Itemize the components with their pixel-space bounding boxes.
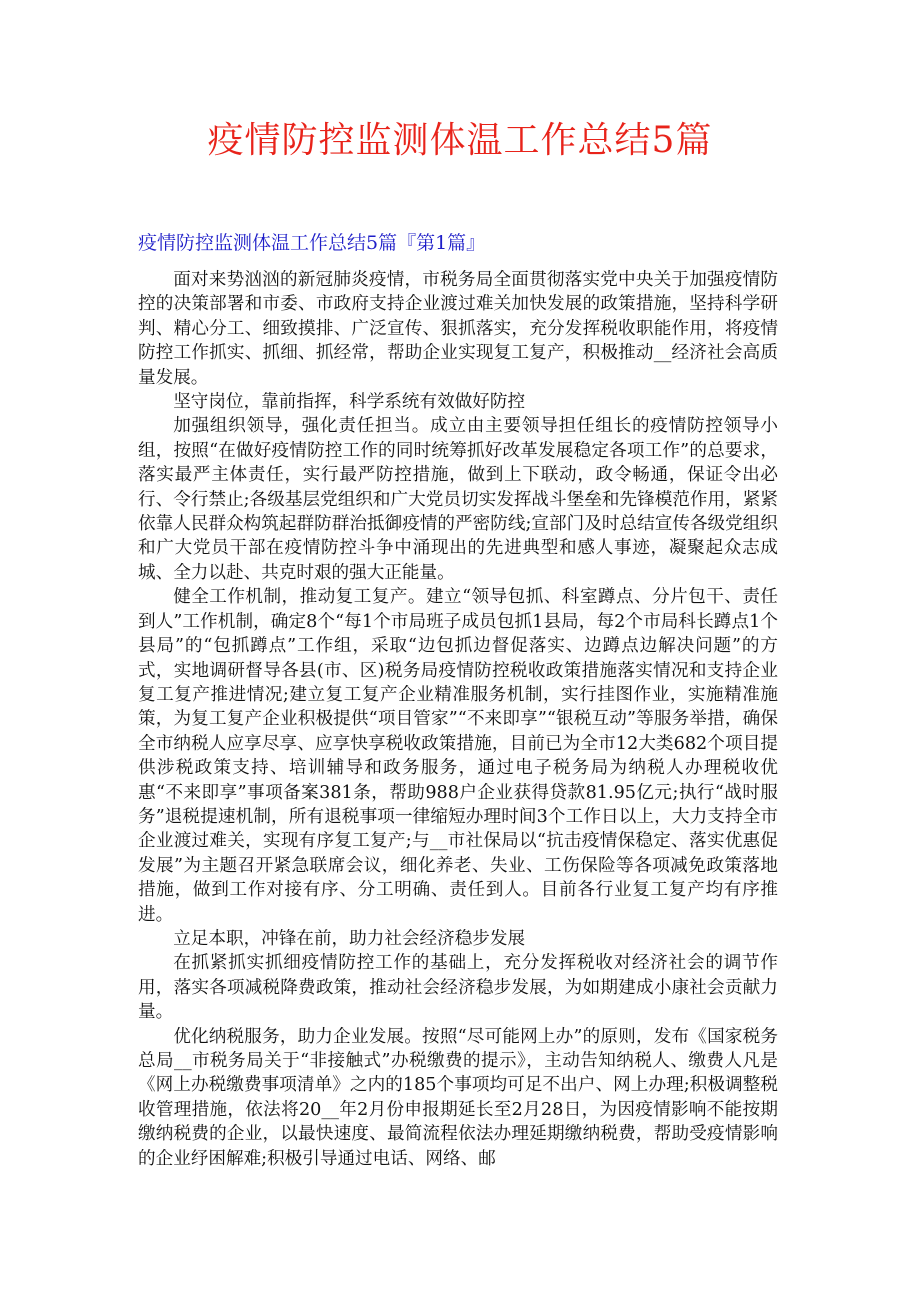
paragraph: 面对来势汹汹的新冠肺炎疫情，市税务局全面贯彻落实党中央关于加强疫情防控的决策部署和市委、市政府支持企业渡过难关加快发展的政策措施，坚持科学研判、精心分工、细致摸排、广泛宣传、狠抓落实，充分发挥税收职能作用，将疫情防控工作抓实、抓细、抓经常，帮助企业实现复工复产，积极推动__经济社会高质量发展。: [138, 270, 778, 388]
paragraph: 优化纳税服务，助力企业发展。按照“尽可能网上办”的原则，发布《国家税务总局__市税务局关于“非接触式”办税缴费的提示》，主动告知纳税人、缴费人凡是《网上办税缴费事项清单》之内的185个事项均可足不出户、网上办理;积极调整税收管理措施，依法将20__年2月份申报期延长至2月28日，为因疫情影响不能按期缴纳税费的企业，以最快速度、最简流程依法办理延期缴纳税费，帮助受疫情影响的企业纾困解难;积极引导通过电话、网络、邮: [138, 1026, 778, 1169]
section-heading: 疫情防控监测体温工作总结5篇『第1篇』: [138, 232, 486, 254]
paragraph: 立足本职，冲锋在前，助力社会经济稳步发展: [173, 928, 526, 949]
document-body: [138, 268, 778, 1171]
paragraph: 加强组织领导，强化责任担当。成立由主要领导担任组长的疫情防控领导小组，按照“在做好疫情防控工作的同时统筹抓好改革发展稳定各项工作”的总要求，落实最严主体责任，实行最严防控措施，做到上下联动，政令畅通，保证令出必行、令行禁止;各级基层党组织和广大党员切实发挥战斗堡垒和先锋模范作用，紧紧依靠人民群众构筑起群防群治抵御疫情的严密防线;宣部门及时总结宣传各级党组织和广大党员干部在疫情防控斗争中涌现出的先进典型和感人事迹，凝聚起众志成城、全力以赴、共克时艰的强大正能量。: [138, 416, 778, 583]
document-title: 疫情防控监测体温工作总结5篇: [207, 120, 713, 161]
paragraph: 健全工作机制，推动复工复产。建立“领导包抓、科室蹲点、分片包干、责任到人”工作机制，确定8个“每1个市局班子成员包抓1县局，每2个市局科长蹲点1个县局”的“包抓蹲点”工作组，采取“边包抓边督促落实、边蹲点边解决问题”的方式，实地调研督导各县(市、区)税务局疫情防控税收政策措施落实情况和支持企业复工复产推进情况;建立复工复产企业精准服务机制，实行挂图作业，实施精准施策，为复工复产企业积极提供“项目管家”“不来即享”“银税互动”等服务举措，确保全市纳税人应享尽享、应享快享税收政策措施，目前已为全市12大类682个项目提供涉税政策支持、培训辅导和政务服务，通过电子税务局为纳税人办理税收优惠“不来即享”事项备案381条，帮助988户企业获得贷款81.95亿元;执行“战时服务”退税提速机制，所有退税事项一律缩短办理时间3个工作日以上，大力支持全市企业渡过难关，实现有序复工复产;与__市社保局以“抗击疫情保稳定、落实优惠促发展”为主题召开紧急联席会议，细化养老、失业、工伤保险等各项减免政策落地措施，做到工作对接有序、分工明确、责任到人。目前各行业复工复产均有序推进。: [138, 587, 778, 925]
paragraph: 在抓紧抓实抓细疫情防控工作的基础上，充分发挥税收对经济社会的调节作用，落实各项减税降费政策，推动社会经济稳步发展，为如期建成小康社会贡献力量。: [138, 953, 778, 1023]
paragraph: 坚守岗位，靠前指挥，科学系统有效做好防控: [173, 392, 526, 413]
